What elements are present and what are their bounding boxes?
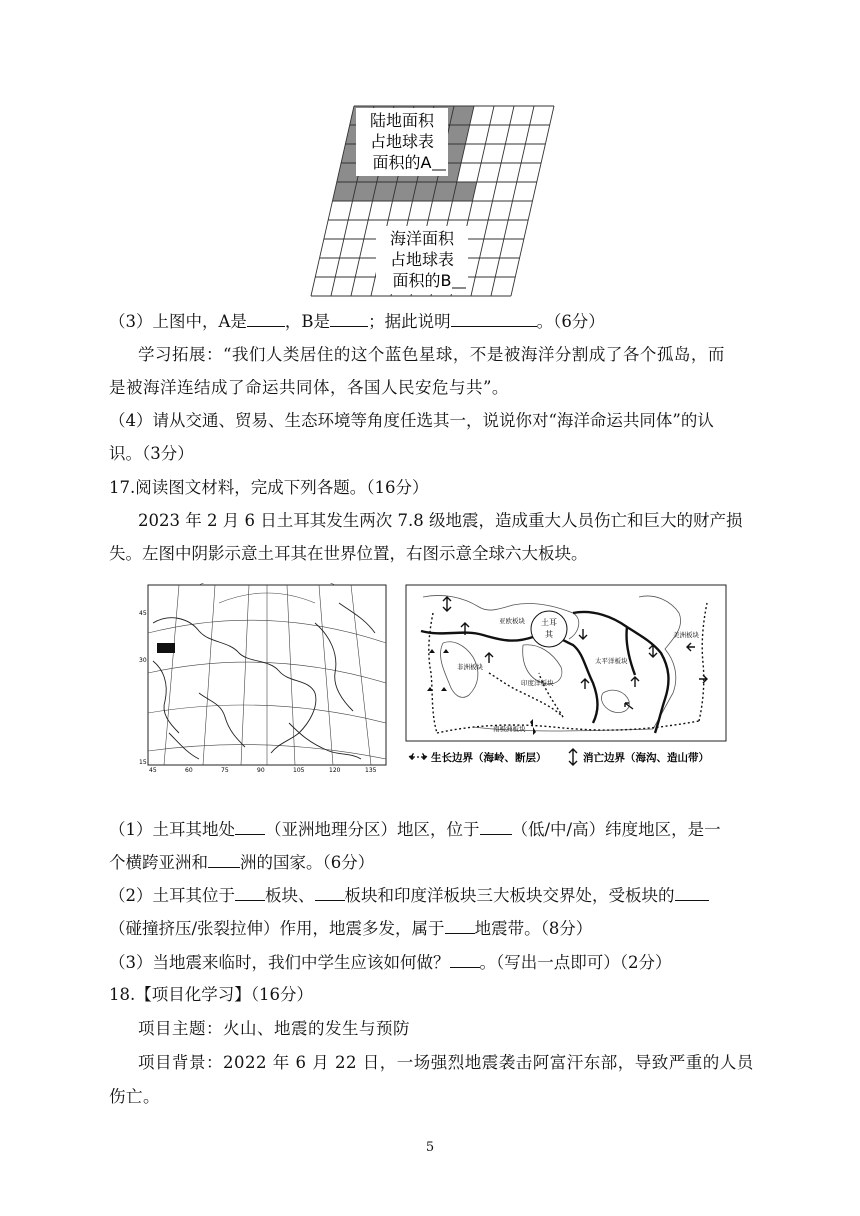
plate-label-pacific: 太平洋板块 (595, 657, 628, 665)
plate-label-eurasian: 亚欧板块 (499, 617, 525, 625)
answer-blank-earthquake-action[interactable] (450, 951, 480, 968)
question-18-theme: 项目主题：火山、地震的发生与预防 (138, 1019, 410, 1038)
legend-growing-boundary: 生长边界（海岭、断层） (431, 752, 547, 764)
answer-blank-plate-1[interactable] (235, 884, 265, 901)
question-17-para-line-1: 2023 年 2 月 6 日土耳其发生两次 7.8 级地震，造成重大人员伤亡和巨大的财产损 (138, 511, 743, 530)
six-plates-map-svg (403, 583, 730, 773)
plate-label-indian-ocean: 印度洋板块 (521, 679, 554, 687)
lat-label-30: 30 (139, 657, 147, 664)
six-plates-map (403, 583, 730, 773)
answer-blank-earthquake-belt[interactable] (445, 917, 475, 934)
turkey-callout-label-1: 土耳 (541, 618, 557, 627)
turkey-callout-label-2: 其 (545, 630, 553, 639)
land-ocean-grid-figure (308, 104, 558, 298)
lon-label-105: 105 (293, 767, 305, 773)
land-label-line-2: 占地球表 (369, 132, 435, 151)
lon-label-120: 120 (329, 767, 341, 773)
land-ocean-grid-svg (308, 104, 558, 298)
question-17-2-line-1: （2）土耳其位于 板块、 板块和印度洋板块三大板块交界处，受板块的 (109, 884, 760, 907)
plate-label-antarctic: 南极洲板块 (493, 725, 526, 733)
question-17-1-line-2: 个横跨亚洲和 洲的国家。（6分） (109, 853, 375, 872)
answer-blank-explain[interactable] (451, 310, 537, 327)
turkey-location-map (139, 583, 393, 773)
legend-consuming-boundary: 消亡边界（海沟、造山带） (583, 752, 709, 764)
ocean-label-line-3: 面积的B (392, 271, 452, 290)
question-17-2-line-2: （碰撞挤压/张裂拉伸）作用，地震多发，属于 地震带。（8分） (109, 919, 593, 938)
turkey-callout-circle (531, 611, 567, 647)
lon-label-135: 135 (365, 767, 377, 773)
land-label-line-3: 面积的A (372, 153, 432, 172)
ocean-label-line-2: 占地球表 (389, 250, 455, 269)
plate-label-african: 非洲板块 (457, 663, 483, 671)
question-16-4-line-2: 识。（3分） (109, 444, 194, 463)
question-18-title: 18.【项目化学习】（16分） (109, 985, 313, 1004)
answer-blank-continent[interactable] (208, 851, 240, 868)
extension-line-1: 学习拓展：“我们人类居住的这个蓝色星球，不是被海洋分割成了各个孤岛，而 (138, 345, 725, 364)
lon-label-60: 60 (185, 767, 193, 773)
lat-label-15: 15 (139, 759, 147, 766)
plate-map-legend (409, 749, 709, 765)
question-17-1-line-1: （1）土耳其地处 （亚洲地理分区）地区，位于 （低/中/高）纬度地区，是一 (109, 820, 721, 839)
answer-blank-plate-action[interactable] (675, 884, 709, 901)
land-label-line-1: 陆地面积 (369, 111, 435, 130)
question-17-para-line-2: 失。左图中阴影示意土耳其在世界位置，右图示意全球六大板块。 (109, 544, 588, 563)
question-17-3: （3）当地震来临时，我们中学生应该如何做？ 。（写出一点即可）（2分） (109, 953, 672, 972)
question-16-4-line-1: （4）请从交通、贸易、生态环境等角度任选其一，说说你对“海洋命运共同体”的认 (109, 411, 714, 430)
extension-line-2: 是被海洋连结成了命运共同体，各国人民安危与共”。 (109, 378, 509, 397)
question-16-3: （3）上图中，A是 ，B是 ；据此说明 。（6分） (109, 312, 605, 331)
question-18-background-line-1: 项目背景：2022 年 6 月 22 日，一场强烈地震袭击阿富汗东部，导致严重的人员 (138, 1053, 754, 1072)
question-18-background-line-2: 伤亡。 (109, 1087, 160, 1106)
answer-blank-region[interactable] (235, 818, 265, 835)
page-number: 5 (425, 1140, 435, 1155)
ocean-label-line-1: 海洋面积 (389, 229, 455, 248)
lat-label-45: 45 (139, 610, 147, 617)
lon-label-75: 75 (221, 767, 229, 773)
answer-blank-plate-2[interactable] (315, 884, 345, 901)
plate-label-american: 美洲板块 (673, 631, 699, 639)
answer-blank-a[interactable] (247, 310, 285, 327)
answer-blank-b[interactable] (330, 310, 368, 327)
turkey-location-map-svg (139, 583, 393, 773)
lon-label-45: 45 (149, 767, 157, 773)
question-17-title: 17.阅读图文材料，完成下列各题。（16分） (109, 478, 429, 497)
lon-label-90: 90 (257, 767, 265, 773)
turkey-shaded-region (157, 643, 175, 653)
answer-blank-latitude[interactable] (480, 818, 512, 835)
